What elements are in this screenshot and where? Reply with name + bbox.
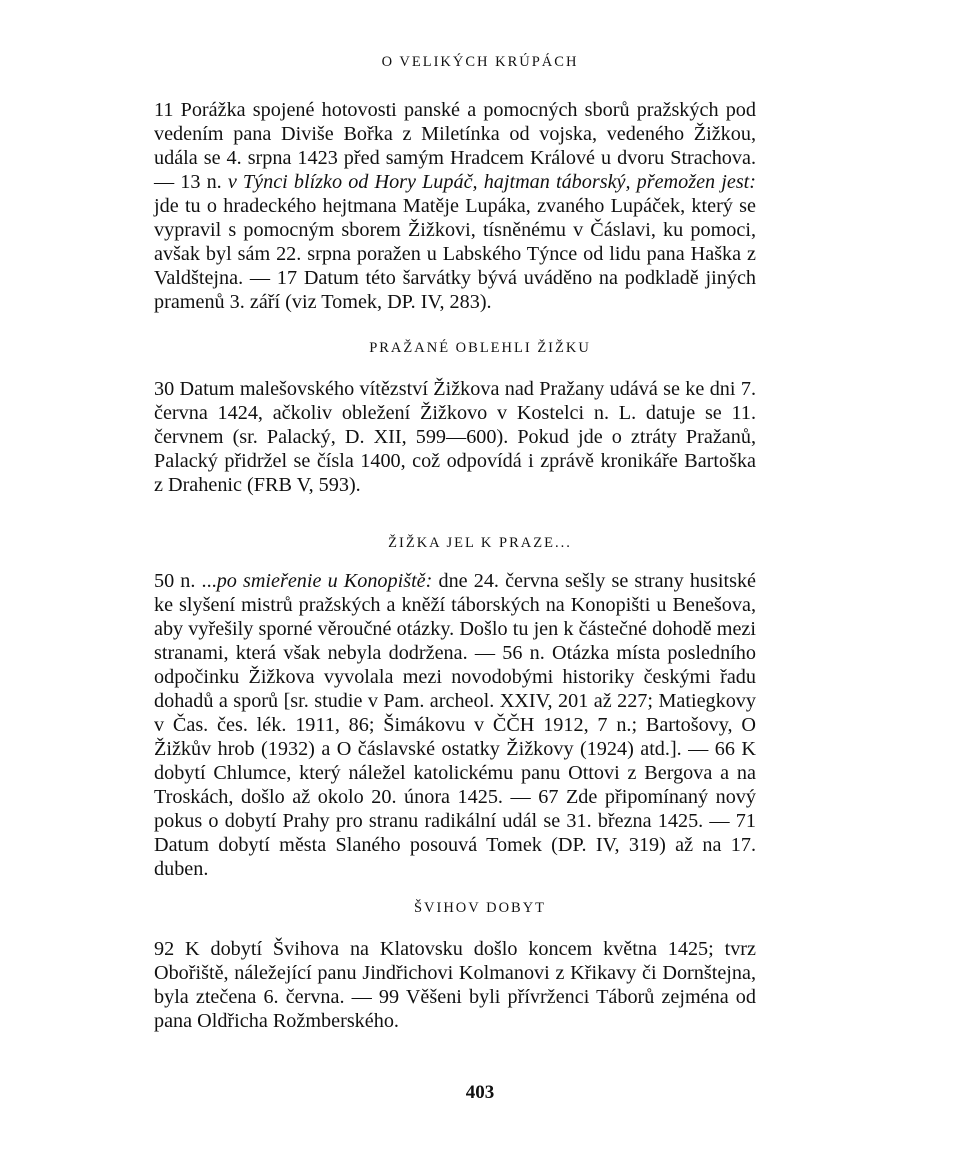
note-text-part: 11 Porážka spojené hotovosti panské a pomocných sborů pražských pod vedením pana Diviše Bořka z Miletínka od vojska, vedeného Žižkou, udála se 4. srpna 1423 před samým Hradcem Králové u dvoru Strachova. — 13 n. <box>154 99 756 193</box>
note-paragraph-zizka-jel <box>154 569 756 881</box>
page-number: 403 <box>465 1082 495 1103</box>
note-quote-italic: po smieřenie u Konopiště: <box>216 570 433 592</box>
note-text-part: 92 K dobytí Švihova na Klatovsku došlo koncem května 1425; tvrz Obořiště, náležející panu Jindřichovi Kolmanovi z Křikavy či Dornštejna, byla ztečena 6. června. — 99 Věšeni byli přívrženci Táborů zejména od pana Oldřicha Rožmberského. <box>154 938 756 1032</box>
note-text-part: 50 n. ... <box>154 570 217 592</box>
note-text-part: 30 Datum malešovského vítězství Žižkova nad Pražany udává se ke dni 7. června 1424, ačkoliv obležení Žižkovo v Kostelci n. L. datuje se 11. červnem (sr. Palacký, D. XII, 599—600). Pokud jde o ztráty Pražanů, Palacký přidržel se čísla 1400, což odpovídá i zprávě kronikáře Bartoška z Drahenic (FRB V, 593). <box>154 378 756 496</box>
note-paragraph-svihov <box>154 937 756 1033</box>
note-text-part: dne 24. června sešly se strany husitské ke slyšení mistrů pražských a kněží táborských na Konopišti u Benešova, aby vyřešily sporné věroučné otázky. Došlo tu jen k částečné dohodě mezi stranami, která však nebyla dodržena. — 56 n. Otázka místa posledního odpočinku Žižkova vyvolala mezi novodobými historiky českými řadu dohadů a sporů [sr. studie v Pam. archeol. XXIV, 201 až 227; Matiegkovy v Čas. čes. lék. 1911, 86; Šimákovu v ČČH 1912, 7 n.; Bartošovy, O Žižkův hrob (1932) a O čáslavské ostatky Žižkovy (1924) atd.]. — 66 K dobytí Chlumce, který náležel katolickému panu Ottovi z Bergova a na Troskách, došlo až okolo 20. února 1425. — 67 Zde připomínaný nový pokus o dobytí Prahy pro stranu radikální udál se 31. března 1425. — 71 Datum dobytí města Slaného posouvá Tomek (DP. IV, 319) až na 17. duben. <box>154 570 756 880</box>
section-heading-svihov: ŠVIHOV DOBYT <box>413 900 547 916</box>
note-paragraph-krupach <box>154 98 756 314</box>
note-paragraph-prazane <box>154 377 756 497</box>
section-heading-prazane: PRAŽANÉ OBLEHLI ŽIŽKU <box>369 340 591 356</box>
note-text-part: jde tu o hradeckého hejtmana Matěje Lupáka, zvaného Lupáček, který se vypravil s pomocným sborem Žižkovi, tísněnému v Čáslavi, ku pomoci, avšak byl sám 22. srpna poražen u Labského Týnce od lidu pana Haška z Valdštejna. — 17 Datum této šarvátky bývá uváděno na podkladě jiných pramenů 3. září (viz Tomek, DP. IV, 283). <box>154 195 756 313</box>
section-heading-krupach: O VELIKÝCH KRÚPÁCH <box>381 54 579 70</box>
section-heading-zizka-jel: ŽIŽKA JEL K PRAZE... <box>388 535 572 551</box>
note-quote-italic: v Týnci blízko od Hory Lupáč, hajtman táborský, přemožen jest: <box>227 171 757 193</box>
